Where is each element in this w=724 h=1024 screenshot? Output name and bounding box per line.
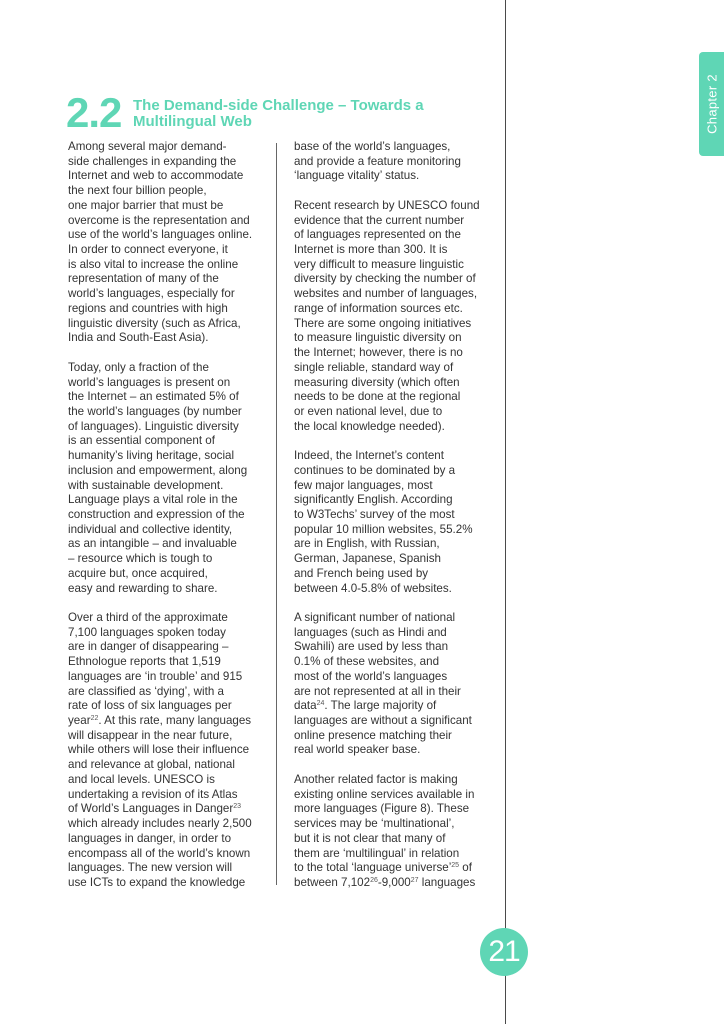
footnote-ref: 27 — [410, 876, 419, 884]
text-line: to W3Techs’ survey of the most — [294, 507, 455, 521]
text-line: encompass all of the world’s known — [68, 846, 251, 860]
paragraph — [68, 140, 268, 346]
text-run: to the total ‘language universe’ — [294, 861, 452, 875]
text-line: them are ‘multilingual’ in relation — [294, 846, 460, 860]
text-line: as an intangible – and invaluable — [68, 537, 237, 551]
text-line: the local knowledge needed). — [294, 419, 445, 433]
text-line: 0.1% of these websites, and — [294, 655, 440, 669]
footnote-ref: 26 — [370, 876, 378, 884]
text-line: which already includes nearly 2,500 — [68, 817, 252, 831]
text-line: single reliable, standard way of — [294, 360, 454, 374]
text-run: data — [294, 699, 317, 713]
footnote-ref: 25 — [451, 862, 460, 870]
text-line: range of information sources etc. — [294, 301, 463, 315]
text-line: significantly English. According — [294, 493, 453, 507]
text-line: is also vital to increase the online — [68, 257, 239, 271]
text-line: while others will lose their influence — [68, 743, 250, 757]
text-line: and relevance at global, national — [68, 758, 235, 772]
text-line: regions and countries with high — [68, 301, 228, 315]
text-line: the Internet – an estimated 5% of — [68, 390, 239, 404]
text-line: languages (such as Hindi and — [294, 625, 447, 639]
text-line: Swahili) are used by less than — [294, 640, 449, 654]
text-line: 7,100 languages spoken today — [68, 625, 226, 639]
paragraph — [68, 611, 268, 891]
text-line: evidence that the current number — [294, 213, 465, 227]
text-line: linguistic diversity (such as Africa, — [68, 316, 241, 330]
text-run: of World’s Languages in Danger — [68, 802, 234, 816]
text-run: . At this rate, many languages — [98, 714, 252, 728]
paragraph-lines — [68, 729, 268, 803]
text-line: Another related factor is making — [294, 772, 458, 786]
text-line: the world’s languages (by number — [68, 404, 242, 418]
text-line: continues to be dominated by a — [294, 463, 456, 477]
text-line: are not represented at all in their — [294, 684, 461, 698]
text-line: construction and expression of the — [68, 507, 245, 521]
text-line — [68, 714, 268, 729]
text-line: services may be ‘multinational’, — [294, 817, 455, 831]
text-line: side challenges in expanding the — [68, 154, 237, 168]
text-line: base of the world’s languages, — [294, 140, 451, 153]
text-run: languages — [418, 875, 476, 889]
text-line: Today, only a fraction of the — [68, 360, 209, 374]
paragraph — [294, 199, 494, 435]
text-line: with sustainable development. — [68, 478, 224, 492]
text-line: Internet is more than 300. It is — [294, 243, 448, 257]
text-line: world’s languages, especially for — [68, 287, 235, 301]
text-line: India and South-East Asia). — [68, 331, 209, 345]
text-line: existing online services available in — [294, 787, 475, 801]
text-line: German, Japanese, Spanish — [294, 552, 441, 566]
text-line: ‘language vitality’ status. — [294, 169, 420, 183]
text-run: -9,000 — [377, 875, 411, 889]
paragraph — [68, 361, 268, 597]
text-line: Over a third of the approximate — [68, 611, 228, 624]
text-line — [294, 699, 494, 714]
text-line: acquire but, once acquired, — [68, 566, 208, 580]
text-line: use of the world’s languages online. — [68, 228, 253, 242]
text-line: the next four billion people, — [68, 184, 207, 198]
text-line: representation of many of the — [68, 272, 219, 286]
text-line: There are some ongoing initiatives — [294, 316, 472, 330]
paragraph — [294, 773, 494, 891]
text-line: is an essential component of — [68, 434, 215, 448]
text-line: of languages). Linguistic diversity — [68, 419, 239, 433]
text-line: measuring diversity (which often — [294, 375, 460, 389]
paragraph-lines — [68, 611, 268, 714]
paragraph-lines — [294, 773, 494, 861]
text-line: use ICTs to expand the knowledge — [68, 875, 246, 889]
text-line: are in danger of disappearing – — [68, 640, 229, 654]
text-line: most of the world’s languages — [294, 669, 448, 683]
text-line — [68, 802, 268, 817]
text-line: very difficult to measure linguistic — [294, 257, 464, 271]
text-line: inclusion and empowerment, along — [68, 463, 248, 477]
text-run: between 7,102 — [294, 875, 371, 889]
text-line: of languages represented on the — [294, 228, 461, 242]
left-text-column — [68, 140, 268, 905]
text-line: humanity’s living heritage, social — [68, 449, 235, 463]
text-line: real world speaker base. — [294, 743, 421, 757]
paragraph — [294, 449, 494, 596]
text-line: and provide a feature monitoring — [294, 154, 461, 168]
text-line: – resource which is tough to — [68, 552, 213, 566]
footnote-ref: 23 — [233, 803, 242, 811]
paragraph-lines — [294, 611, 494, 699]
text-run: . The large majority of — [324, 699, 437, 713]
text-run: of — [459, 861, 472, 875]
text-line: or even national level, due to — [294, 404, 443, 418]
text-line: rate of loss of six languages per — [68, 699, 232, 713]
text-line: languages are without a significant — [294, 714, 472, 728]
right-text-column — [294, 140, 494, 905]
section-title — [133, 98, 463, 130]
text-line: and French being used by — [294, 566, 429, 580]
text-line: popular 10 million websites, 55.2% — [294, 522, 473, 536]
text-line: Indeed, the Internet’s content — [294, 449, 444, 463]
section-title-line: Multilingual Web — [133, 113, 252, 130]
text-line: world’s languages is present on — [68, 375, 231, 389]
text-line: but it is not clear that many of — [294, 831, 446, 845]
text-line — [294, 876, 494, 891]
text-line: more languages (Figure 8). These — [294, 802, 470, 816]
paragraph — [294, 140, 494, 184]
text-line: diversity by checking the number of — [294, 272, 476, 286]
text-line: few major languages, most — [294, 478, 433, 492]
text-line: languages. The new version will — [68, 861, 233, 875]
text-line: and local levels. UNESCO is — [68, 772, 215, 786]
text-line: Recent research by UNESCO found — [294, 198, 480, 212]
text-line: Language plays a vital role in the — [68, 493, 238, 507]
paragraph-lines — [68, 817, 268, 891]
text-line: to measure linguistic diversity on — [294, 331, 462, 345]
chapter-tab — [699, 52, 724, 156]
page-divider-line — [505, 0, 506, 1024]
paragraph-lines — [294, 714, 494, 758]
text-line: languages are ‘in trouble’ and 915 — [68, 669, 243, 683]
text-line: undertaking a revision of its Atlas — [68, 787, 238, 801]
paragraph — [294, 611, 494, 758]
text-run: year — [68, 714, 91, 728]
footnote-ref: 24 — [316, 700, 325, 708]
text-line: needs to be done at the regional — [294, 390, 461, 404]
chapter-tab-label: Chapter 2 — [704, 74, 719, 134]
section-number: 2.2 — [66, 89, 122, 136]
text-line — [294, 861, 494, 876]
text-line: overcome is the representation and — [68, 213, 250, 227]
footnote-ref: 22 — [90, 715, 99, 723]
text-line: Internet and web to accommodate — [68, 169, 244, 183]
text-line: the Internet; however, there is no — [294, 346, 463, 360]
page-number: 21 — [480, 928, 528, 976]
text-line: between 4.0-5.8% of websites. — [294, 581, 452, 595]
text-line: In order to connect everyone, it — [68, 243, 228, 257]
text-line: websites and number of languages, — [294, 287, 478, 301]
text-line: are classified as ‘dying’, with a — [68, 684, 224, 698]
text-line: are in English, with Russian, — [294, 537, 440, 551]
text-line: Among several major demand- — [68, 140, 227, 153]
text-line: A significant number of national — [294, 611, 456, 624]
column-divider-line — [276, 143, 277, 885]
text-line: individual and collective identity, — [68, 522, 233, 536]
text-line: languages in danger, in order to — [68, 831, 232, 845]
text-line: one major barrier that must be — [68, 198, 224, 212]
text-line: will disappear in the near future, — [68, 728, 233, 742]
text-line: online presence matching their — [294, 728, 452, 742]
text-line: easy and rewarding to share. — [68, 581, 218, 595]
text-line: Ethnologue reports that 1,519 — [68, 655, 221, 669]
section-title-line: The Demand-side Challenge – Towards a — [133, 97, 424, 114]
